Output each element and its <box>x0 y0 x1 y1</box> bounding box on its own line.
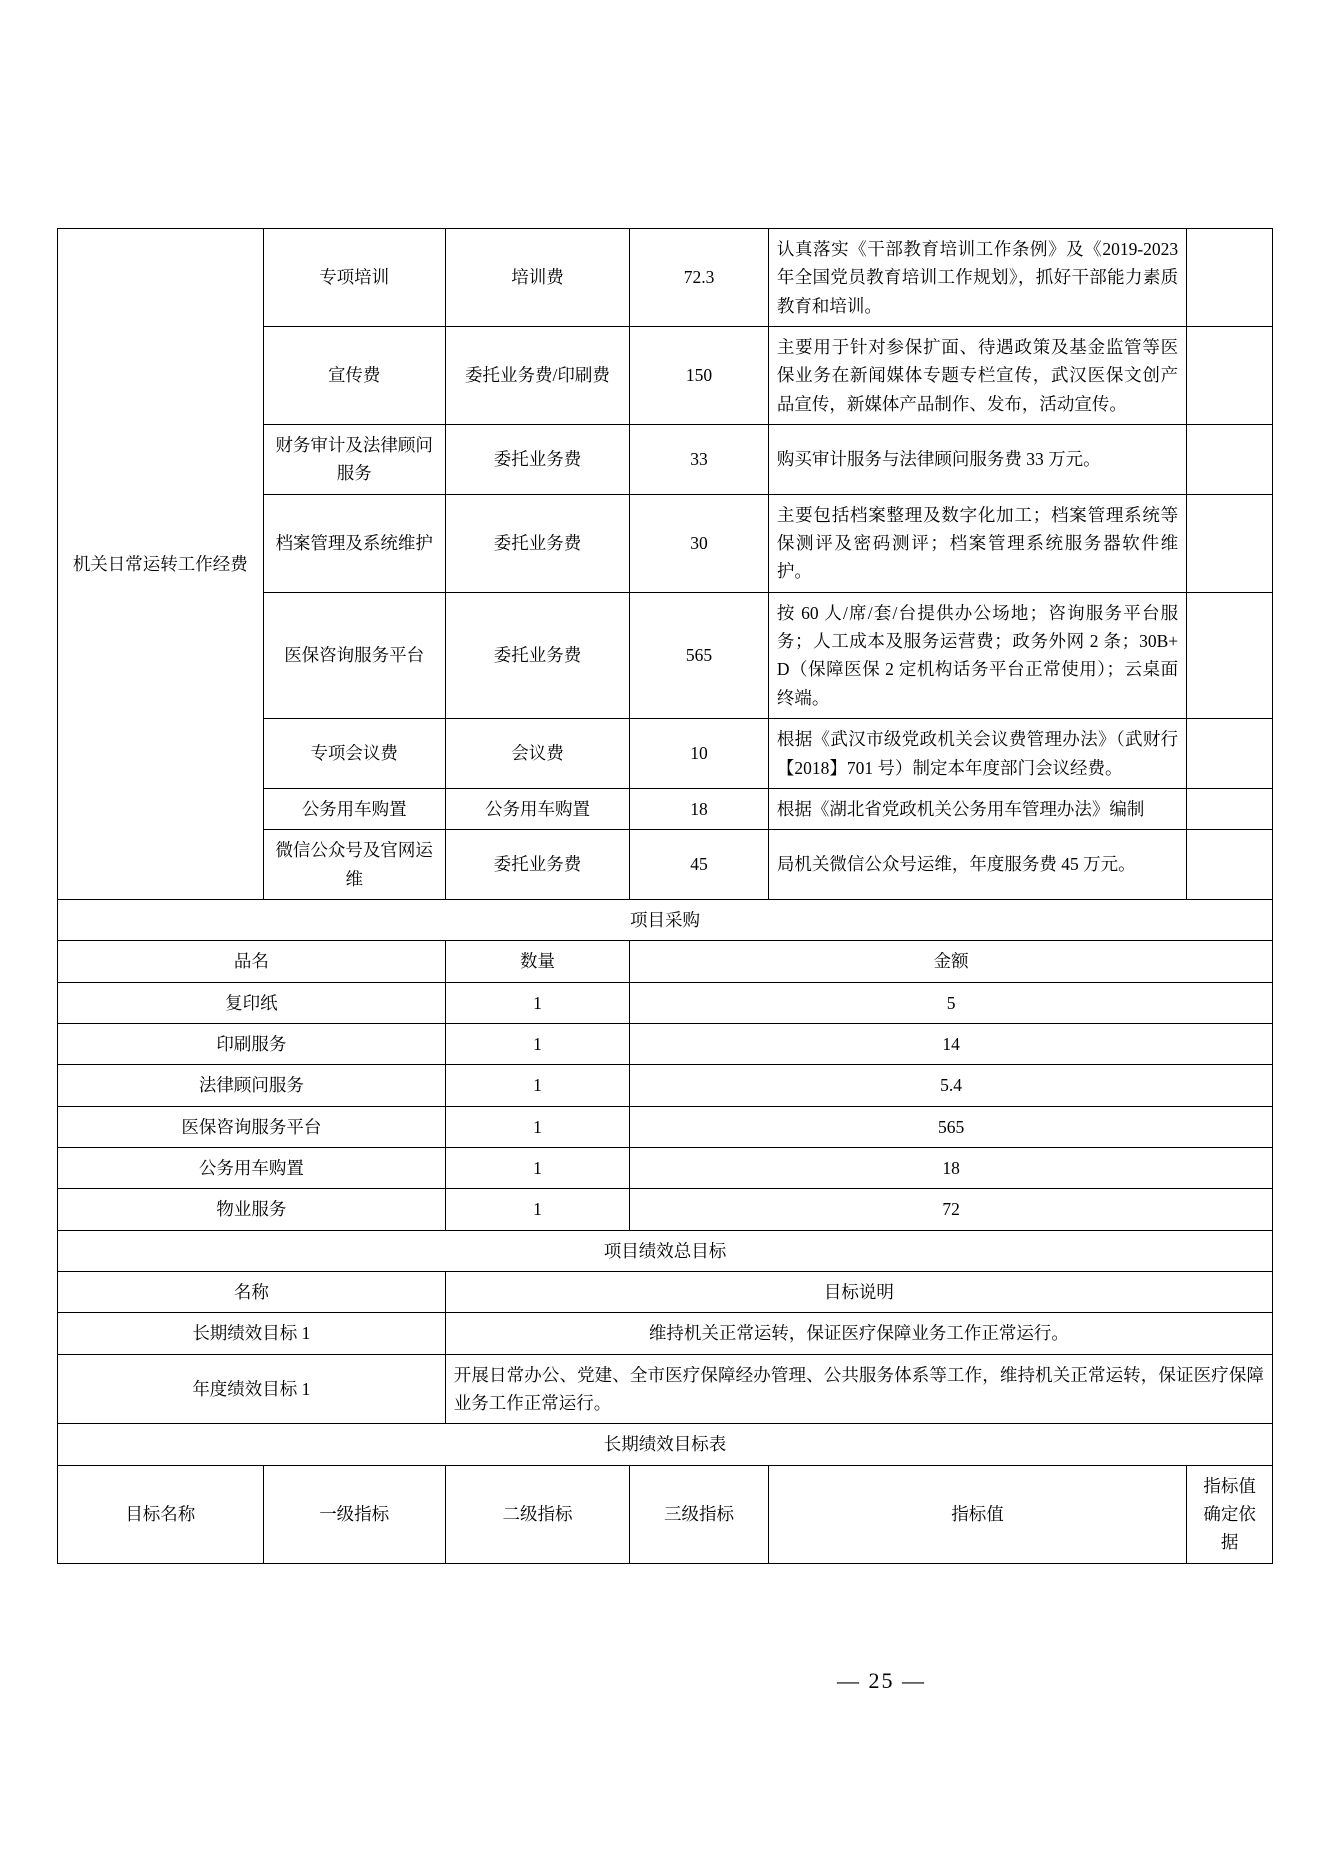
performance-goal-name: 长期绩效目标 1 <box>58 1313 446 1354</box>
expense-description: 认真落实《干部教育培训工作条例》及《2019-2023 年全国党员教育培训工作规划》，抓好干部能力素质教育和培训。 <box>768 229 1186 327</box>
longterm-title: 长期绩效目标表 <box>58 1424 1273 1465</box>
expense-amount: 30 <box>630 494 769 592</box>
expense-description: 购买审计服务与法律顾问服务费 33 万元。 <box>768 425 1186 495</box>
procurement-name: 复印纸 <box>58 982 446 1023</box>
table-row <box>58 1106 1273 1147</box>
expense-category: 委托业务费/印刷费 <box>445 327 629 425</box>
expense-description: 局机关微信公众号运维，年度服务费 45 万元。 <box>768 830 1186 900</box>
longterm-title-row <box>58 1424 1273 1465</box>
procurement-name: 法律顾问服务 <box>58 1065 446 1106</box>
expense-note <box>1187 830 1273 900</box>
expense-category: 委托业务费 <box>445 592 629 718</box>
expense-amount: 565 <box>630 592 769 718</box>
expense-note <box>1187 425 1273 495</box>
procurement-amount: 565 <box>630 1106 1273 1147</box>
expense-description: 根据《武汉市级党政机关会议费管理办法》（武财行【2018】701 号）制定本年度部门会议经费。 <box>768 719 1186 789</box>
procurement-qty: 1 <box>445 1147 629 1188</box>
expense-category: 委托业务费 <box>445 494 629 592</box>
expense-category: 公务用车购置 <box>445 788 629 829</box>
expense-description: 根据《湖北省党政机关公务用车管理办法》编制 <box>768 788 1186 829</box>
expense-category: 会议费 <box>445 719 629 789</box>
procurement-qty: 1 <box>445 1065 629 1106</box>
procurement-header-amount: 金额 <box>630 941 1273 982</box>
procurement-qty: 1 <box>445 1023 629 1064</box>
expense-item: 档案管理及系统维护 <box>263 494 445 592</box>
performance-header-row <box>58 1271 1273 1312</box>
expense-amount: 10 <box>630 719 769 789</box>
table-row <box>58 1354 1273 1424</box>
budget-detail-table <box>57 228 1273 1564</box>
performance-goal-desc: 维持机关正常运转，保证医疗保障业务工作正常运行。 <box>445 1313 1272 1354</box>
expense-description: 主要用于针对参保扩面、待遇政策及基金监管等医保业务在新闻媒体专题专栏宣传，武汉医保文创产品宣传，新媒体产品制作、发布，活动宣传。 <box>768 327 1186 425</box>
procurement-title: 项目采购 <box>58 899 1273 940</box>
procurement-amount: 5.4 <box>630 1065 1273 1106</box>
expense-category: 委托业务费 <box>445 830 629 900</box>
expense-item: 医保咨询服务平台 <box>263 592 445 718</box>
longterm-header-level1: 一级指标 <box>263 1465 445 1563</box>
expense-group-label: 机关日常运转工作经费 <box>58 229 264 900</box>
expense-amount: 45 <box>630 830 769 900</box>
procurement-amount: 14 <box>630 1023 1273 1064</box>
expense-item: 专项培训 <box>263 229 445 327</box>
longterm-header-level3: 三级指标 <box>630 1465 769 1563</box>
procurement-title-row <box>58 899 1273 940</box>
table-row <box>58 1065 1273 1106</box>
expense-description: 按 60 人/席/套/台提供办公场地；咨询服务平台服务；人工成本及服务运营费；政务外网 2 条；30B+D（保障医保 2 定机构话务平台正常使用）；云桌面终端。 <box>768 592 1186 718</box>
procurement-name: 公务用车购置 <box>58 1147 446 1188</box>
table-row <box>58 1313 1273 1354</box>
expense-item: 财务审计及法律顾问服务 <box>263 425 445 495</box>
procurement-name: 印刷服务 <box>58 1023 446 1064</box>
table-row <box>58 1147 1273 1188</box>
expense-amount: 18 <box>630 788 769 829</box>
procurement-amount: 72 <box>630 1189 1273 1230</box>
performance-goal-name: 年度绩效目标 1 <box>58 1354 446 1424</box>
procurement-header-qty: 数量 <box>445 941 629 982</box>
performance-title: 项目绩效总目标 <box>58 1230 1273 1271</box>
procurement-qty: 1 <box>445 982 629 1023</box>
expense-amount: 33 <box>630 425 769 495</box>
expense-category: 培训费 <box>445 229 629 327</box>
expense-item: 宣传费 <box>263 327 445 425</box>
procurement-qty: 1 <box>445 1189 629 1230</box>
expense-note <box>1187 494 1273 592</box>
expense-note <box>1187 592 1273 718</box>
expense-note <box>1187 719 1273 789</box>
procurement-name: 物业服务 <box>58 1189 446 1230</box>
expense-note <box>1187 229 1273 327</box>
expense-amount: 72.3 <box>630 229 769 327</box>
table-row <box>58 1189 1273 1230</box>
procurement-name: 医保咨询服务平台 <box>58 1106 446 1147</box>
performance-header-desc: 目标说明 <box>445 1271 1272 1312</box>
procurement-qty: 1 <box>445 1106 629 1147</box>
table-row <box>58 982 1273 1023</box>
longterm-header-goal-name: 目标名称 <box>58 1465 264 1563</box>
longterm-header-value: 指标值 <box>768 1465 1186 1563</box>
expense-item: 专项会议费 <box>263 719 445 789</box>
procurement-amount: 5 <box>630 982 1273 1023</box>
procurement-header-row <box>58 941 1273 982</box>
procurement-header-name: 品名 <box>58 941 446 982</box>
longterm-header-level2: 二级指标 <box>445 1465 629 1563</box>
expense-note <box>1187 327 1273 425</box>
performance-title-row <box>58 1230 1273 1271</box>
table-row <box>58 1023 1273 1064</box>
page-number: — 25 — <box>837 1668 926 1693</box>
procurement-amount: 18 <box>630 1147 1273 1188</box>
performance-goal-desc: 开展日常办公、党建、全市医疗保障经办管理、公共服务体系等工作，维持机关正常运转，保证医疗保障业务工作正常运行。 <box>445 1354 1272 1424</box>
expense-category: 委托业务费 <box>445 425 629 495</box>
longterm-header-basis: 指标值确定依据 <box>1187 1465 1273 1563</box>
longterm-header-row <box>58 1465 1273 1563</box>
expense-amount: 150 <box>630 327 769 425</box>
expense-description: 主要包括档案整理及数字化加工；档案管理系统等保测评及密码测评；档案管理系统服务器软件维护。 <box>768 494 1186 592</box>
expense-item: 微信公众号及官网运维 <box>263 830 445 900</box>
table-row <box>58 229 1273 327</box>
performance-header-name: 名称 <box>58 1271 446 1312</box>
expense-note <box>1187 788 1273 829</box>
expense-item: 公务用车购置 <box>263 788 445 829</box>
